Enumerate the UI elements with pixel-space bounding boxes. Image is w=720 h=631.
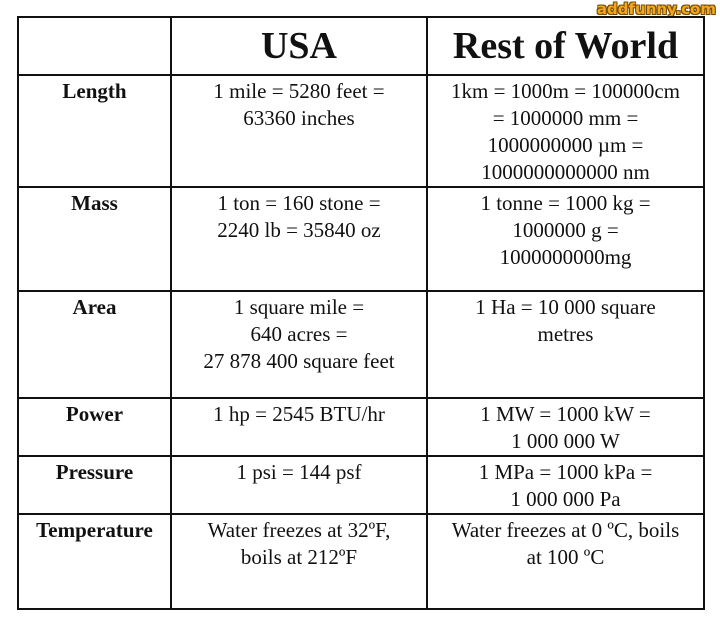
- row-label-area: Area: [18, 291, 171, 398]
- usa-temperature-cell: Water freezes at 32ºF, boils at 212ºF: [171, 514, 427, 609]
- world-power-cell: 1 MW = 1000 kW = 1 000 000 W: [427, 398, 704, 456]
- usa-pressure-cell: 1 psi = 144 psf: [171, 456, 427, 514]
- table-row-length: [18, 75, 704, 187]
- world-pressure-cell: 1 MPa = 1000 kPa = 1 000 000 Pa: [427, 456, 704, 514]
- rest-of-world-column-header: Rest of World: [427, 17, 704, 75]
- row-label-pressure: Pressure: [18, 456, 171, 514]
- usa-column-header: USA: [171, 17, 427, 75]
- table-row-area: [18, 291, 704, 398]
- table-row-pressure: [18, 456, 704, 514]
- row-label-length: Length: [18, 75, 171, 187]
- table-row-power: [18, 398, 704, 456]
- usa-power-cell: 1 hp = 2545 BTU/hr: [171, 398, 427, 456]
- row-label-power: Power: [18, 398, 171, 456]
- usa-area-cell: 1 square mile = 640 acres = 27 878 400 square feet: [171, 291, 427, 398]
- world-area-cell: 1 Ha = 10 000 square metres: [427, 291, 704, 398]
- table-row-mass: [18, 187, 704, 291]
- header-row: [18, 17, 704, 75]
- world-mass-cell: 1 tonne = 1000 kg = 1000000 g = 1000000000mg: [427, 187, 704, 291]
- usa-mass-cell: 1 ton = 160 stone = 2240 lb = 35840 oz: [171, 187, 427, 291]
- usa-length-cell: 1 mile = 5280 feet = 63360 inches: [171, 75, 427, 187]
- site-watermark-logo: addfunny.com: [596, 0, 716, 18]
- corner-header-cell: [18, 17, 171, 75]
- unit-comparison-table: [17, 16, 705, 610]
- world-length-cell: 1km = 1000m = 100000cm = 1000000 mm = 1000000000 µm = 1000000000000 nm: [427, 75, 704, 187]
- world-temperature-cell: Water freezes at 0 ºC, boils at 100 ºC: [427, 514, 704, 609]
- row-label-temperature: Temperature: [18, 514, 171, 609]
- table-row-temperature: [18, 514, 704, 609]
- row-label-mass: Mass: [18, 187, 171, 291]
